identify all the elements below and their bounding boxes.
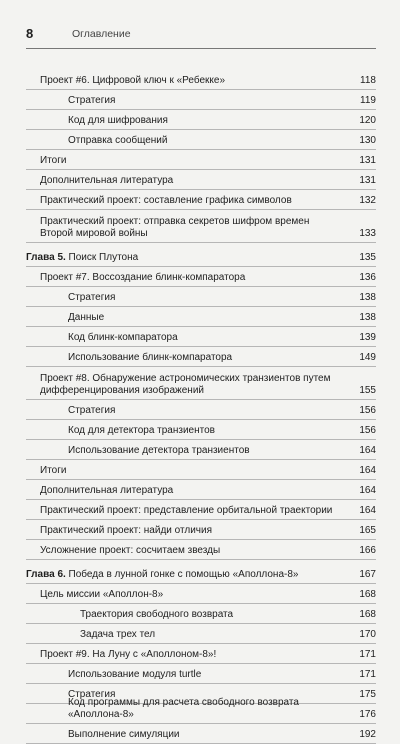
toc-entry-title: Глава 6. Победа в лунной гонке с помощью «Аполлона-8» [26,569,299,580]
toc-entry-row [26,724,376,744]
toc-entry-title: Данные [68,312,105,323]
toc-entry-row [26,210,376,243]
toc-entry-row [26,500,376,520]
toc-entry-row [26,327,376,347]
running-title: Оглавление [72,28,131,40]
toc-entry-row [26,70,376,90]
chapter-label: Глава 6. [26,569,66,580]
toc-entry-row [26,287,376,307]
toc-entry-row [26,520,376,540]
toc-entry-title: Использование модуля turtle [68,669,202,680]
toc-entry-title: Итоги [40,465,67,476]
toc-entry-page: 165 [359,525,376,536]
toc-entry-row [26,644,376,664]
toc-entry-title: Код программы для расчета свободного возврата «Аполлона-8» [68,697,299,720]
toc-entry-title: Выполнение симуляции [68,729,180,740]
toc-entry-page: 135 [359,252,376,263]
toc-entry-title: Проект #8. Обнаружение астрономических транзиентов путем дифференцирования изображений [40,373,331,396]
toc-entry-title: Усложнение проект: сосчитаем звезды [40,545,221,556]
toc-entry-page: 130 [359,135,376,146]
toc-entry-page: 156 [359,405,376,416]
toc-entry-row [26,440,376,460]
toc-entry-row [26,110,376,130]
toc-entry-row [26,540,376,560]
toc-entry-page: 164 [359,485,376,496]
toc-entry-title: Стратегия [68,405,116,416]
toc-entry-page: 170 [359,629,376,640]
toc-chapter-row [26,564,376,584]
toc-entry-row [26,367,376,400]
toc-entry-page: 168 [359,589,376,600]
toc-entry-title: Практический проект: найди отличия [40,525,212,536]
toc-entry-page: 168 [359,609,376,620]
toc-entry-row [26,604,376,624]
toc-entry-page: 164 [359,445,376,456]
toc-entry-title: Практический проект: представление орбитальной траектории [40,505,333,516]
toc-entry-row [26,624,376,644]
toc-entry-page: 164 [359,465,376,476]
toc-entry-title: Проект #9. На Луну с «Аполлоном-8»! [40,649,217,660]
toc-entry-page: 166 [359,545,376,556]
toc-entry-title: Проект #6. Цифровой ключ к «Ребекке» [40,75,226,86]
toc-entry-row [26,584,376,604]
toc-entry-title: Код для детектора транзиентов [68,425,215,436]
toc-entry-page: 149 [359,352,376,363]
toc-entry-title: Стратегия [68,292,116,303]
toc-entry-title: Код для шифрования [68,115,168,126]
toc-entry-title: Использование блинк-компаратора [68,352,233,363]
toc-entry-page: 192 [359,729,376,740]
toc-chapter-row [26,247,376,267]
toc-entry-page: 138 [359,292,376,303]
toc-entry-row [26,190,376,210]
toc-entry-page: 131 [359,175,376,186]
toc-entry-page: 119 [360,95,376,106]
toc-entry-page: 176 [359,709,376,720]
toc-entry-page: 139 [359,332,376,343]
toc-entry-row [26,480,376,500]
toc-entry-title: Использование детектора транзиентов [68,445,250,456]
toc-entry-page: 175 [359,689,376,700]
toc-entry-row [26,347,376,367]
toc-entry-row [26,170,376,190]
toc-entry-title: Практический проект: составление графика символов [40,195,292,206]
toc-entry-title: Траектория свободного возврата [80,609,234,620]
chapter-label: Глава 5. [26,252,66,263]
toc-entry-row [26,400,376,420]
toc-entry-row [26,267,376,287]
toc-entry-row [26,130,376,150]
toc-entry-row [26,307,376,327]
toc-entry-row [26,150,376,170]
toc-entry-title: Цель миссии «Аполлон-8» [40,589,164,600]
toc-entry-title: Практический проект: отправка секретов шифром времен Второй мировой войны [40,216,310,239]
toc-entry-page: 136 [359,272,376,283]
toc-entry-page: 118 [360,75,376,86]
toc-entry-page: 138 [359,312,376,323]
toc-entry-title: Глава 5. Поиск Плутона [26,252,139,263]
toc-entry-title: Отправка сообщений [68,135,168,146]
toc-entry-title: Стратегия [68,95,116,106]
page-header [26,26,376,49]
toc-entry-page: 120 [359,115,376,126]
page-number: 8 [26,26,34,41]
toc-entry-page: 171 [359,649,376,660]
toc-entry-page: 155 [359,385,376,396]
toc-entry-page: 133 [359,228,376,239]
toc-entry-title: Дополнительная литература [40,485,174,496]
toc-entry-page: 171 [359,669,376,680]
toc-entry-title: Стратегия [68,689,116,700]
toc-entry-title: Проект #7. Воссоздание блинк-компаратора [40,272,246,283]
toc-entry-row [26,697,376,724]
toc-entry-page: 156 [359,425,376,436]
toc-entry-title: Код блинк-компаратора [68,332,178,343]
toc-entry-title: Дополнительная литература [40,175,174,186]
toc-entry-page: 132 [359,195,376,206]
table-of-contents [26,70,376,744]
toc-entry-row [26,90,376,110]
toc-entry-row [26,460,376,480]
toc-entry-row [26,664,376,684]
toc-entry-row [26,420,376,440]
toc-entry-page: 131 [359,155,376,166]
toc-entry-title: Итоги [40,155,67,166]
toc-entry-page: 164 [359,505,376,516]
toc-entry-page: 167 [359,569,376,580]
toc-entry-title: Задача трех тел [80,629,156,640]
